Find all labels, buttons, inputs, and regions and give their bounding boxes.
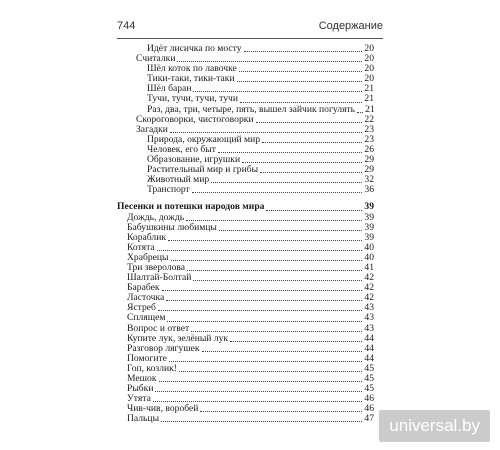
table-of-contents (117, 44, 374, 424)
dot-leader (219, 230, 363, 231)
toc-entry-page: 20 (364, 73, 374, 85)
toc-entry-page: 39 (364, 221, 374, 233)
dot-leader (230, 341, 362, 342)
dot-leader (262, 142, 362, 143)
toc-entry-page: 41 (364, 261, 374, 273)
toc-entry-title: Транспорт (147, 184, 190, 196)
dot-leader (193, 280, 362, 281)
toc-entry-page: 43 (364, 302, 374, 314)
toc-entry-page: 42 (364, 292, 374, 304)
dot-leader (256, 122, 363, 123)
dot-leader (244, 51, 363, 52)
toc-entry-page: 39 (364, 211, 374, 223)
toc-entry-title: Купите лук, зелёный лук (127, 332, 229, 344)
dot-leader (168, 240, 362, 241)
toc-entry-title: Ястреб (127, 302, 156, 314)
toc-entry-title: Барабек (127, 282, 160, 294)
toc-entry-title: Котята (127, 241, 155, 253)
toc-entry-title: Дождь, дождь (127, 211, 185, 223)
toc-entry-title: Образование, игрушки (147, 154, 241, 166)
dot-leader (179, 371, 362, 372)
toc-entry-page: 29 (364, 154, 374, 166)
toc-entry-title: Растительный мир и грибы (147, 164, 259, 176)
dot-leader (171, 260, 363, 261)
toc-entry-title: Животный мир (147, 174, 210, 186)
dot-leader (158, 310, 363, 311)
dot-leader (166, 300, 362, 301)
toc-entry-page: 21 (364, 93, 374, 105)
toc-entry-page: 20 (364, 53, 374, 65)
toc-entry-title: Скороговорки, чистоговорки (136, 113, 254, 125)
dot-leader (266, 210, 362, 211)
toc-entry-page: 23 (364, 123, 374, 135)
dot-leader (162, 290, 363, 291)
toc-entry-title: Три зверолова (127, 261, 186, 273)
dot-leader (193, 91, 362, 92)
dot-leader (167, 321, 362, 322)
toc-entry-title: Помогите (127, 352, 167, 364)
dot-leader (155, 391, 362, 392)
dot-leader (218, 152, 362, 153)
toc-entry-title: Вопрос и ответ (127, 322, 190, 334)
dot-leader (191, 331, 362, 332)
toc-entry-title: Гоп, козлик! (127, 362, 177, 374)
toc-entry-page: 29 (364, 164, 374, 176)
toc-entry-title: Чив-чив, воробей (127, 403, 199, 415)
toc-entry-page: 44 (364, 352, 374, 364)
toc-entry-title: Шёл баран (147, 83, 192, 95)
dot-leader (192, 192, 363, 193)
toc-entry-title: Разговор лягушек (127, 342, 200, 354)
toc-entry-title: Шёл коток по лавочке (147, 63, 237, 75)
toc-entry-page: 39 (364, 201, 374, 213)
toc-entry-page: 39 (364, 231, 374, 243)
dot-leader (357, 112, 363, 113)
toc-entry (117, 414, 374, 424)
dot-leader (170, 132, 362, 133)
toc-entry-title: Считалки (136, 53, 176, 65)
toc-entry-page: 44 (364, 342, 374, 354)
dot-leader (200, 411, 362, 412)
toc-entry-page: 43 (364, 322, 374, 334)
dot-leader (202, 351, 363, 352)
dot-leader (242, 162, 362, 163)
toc-entry-page: 47 (364, 413, 374, 425)
toc-entry-page: 36 (364, 184, 374, 196)
page-number: 744 (117, 20, 136, 32)
dot-leader (260, 172, 362, 173)
dot-leader (211, 182, 362, 183)
dot-leader (187, 270, 362, 271)
dot-leader (239, 71, 363, 72)
toc-entry-title: Раз, два, три, четыре, пять, вышел зайчик погулять (147, 103, 356, 115)
toc-entry-page: 45 (364, 383, 374, 395)
toc-entry-title: Сплящем (127, 312, 166, 324)
dot-leader (169, 361, 362, 362)
toc-entry-page: 42 (364, 282, 374, 294)
toc-entry-title: Песенки и потешки народов мира (117, 201, 265, 213)
toc-entry-title: Пальцы (127, 413, 160, 425)
toc-entry-page: 43 (364, 312, 374, 324)
toc-entry-page: 32 (364, 174, 374, 186)
toc-entry-title: Человек, его быт (147, 143, 216, 155)
toc-entry-title: Тики-таки, тики-таки (147, 73, 235, 85)
dot-leader (240, 102, 362, 103)
toc-entry-page: 40 (364, 241, 374, 253)
toc-entry-title: Рыбки (127, 383, 154, 395)
toc-entry-title: Мешок (127, 373, 157, 384)
toc-entry-title: Природа, окружающий мир (147, 133, 261, 145)
toc-entry-page: 46 (364, 403, 374, 415)
toc-entry-page: 44 (364, 332, 374, 344)
dot-leader (153, 401, 363, 402)
toc-entry-title: Храбрецы (127, 251, 169, 263)
toc-entry (117, 233, 374, 243)
toc-entry-page: 45 (364, 362, 374, 374)
toc-entry-title: Идёт лисичка по мосту (147, 43, 242, 54)
toc-entry-page: 20 (364, 63, 374, 75)
toc-entry (117, 185, 374, 195)
toc-entry-page: 42 (364, 272, 374, 284)
running-head (117, 20, 383, 36)
toc-entry-page: 20 (364, 43, 374, 54)
toc-entry-title: Ласточка (127, 292, 165, 304)
dot-leader (237, 81, 363, 82)
header-rule (117, 38, 383, 39)
toc-entry-title: Утята (127, 393, 151, 405)
toc-entry-title: Тучи, тучи, тучи, тучи (147, 93, 238, 105)
toc-entry-page: 21 (365, 103, 375, 115)
toc-entry-page: 26 (364, 143, 374, 155)
toc-entry-page: 46 (364, 393, 374, 405)
toc-entry (117, 374, 374, 384)
toc-entry-page: 23 (364, 133, 374, 145)
toc-entry-title: Загадки (136, 123, 168, 135)
toc-entry-page: 21 (364, 83, 374, 95)
toc-entry-title: Кораблик (127, 231, 166, 243)
dot-leader (159, 381, 363, 382)
dot-leader (157, 250, 363, 251)
dot-leader (186, 220, 362, 221)
toc-entry-page: 40 (364, 251, 374, 263)
dot-leader (161, 421, 362, 422)
toc-entry (117, 384, 374, 394)
toc-section-entry (117, 202, 374, 212)
header-title: Содержание (318, 20, 383, 32)
toc-entry-title: Шалтай-Болтай (127, 272, 192, 284)
dot-leader (177, 61, 362, 62)
watermark: universal.by (379, 410, 490, 442)
toc-entry-page: 45 (364, 373, 374, 384)
toc-entry-page: 22 (364, 113, 374, 125)
toc-entry-title: Бабушкины любимцы (127, 221, 217, 233)
